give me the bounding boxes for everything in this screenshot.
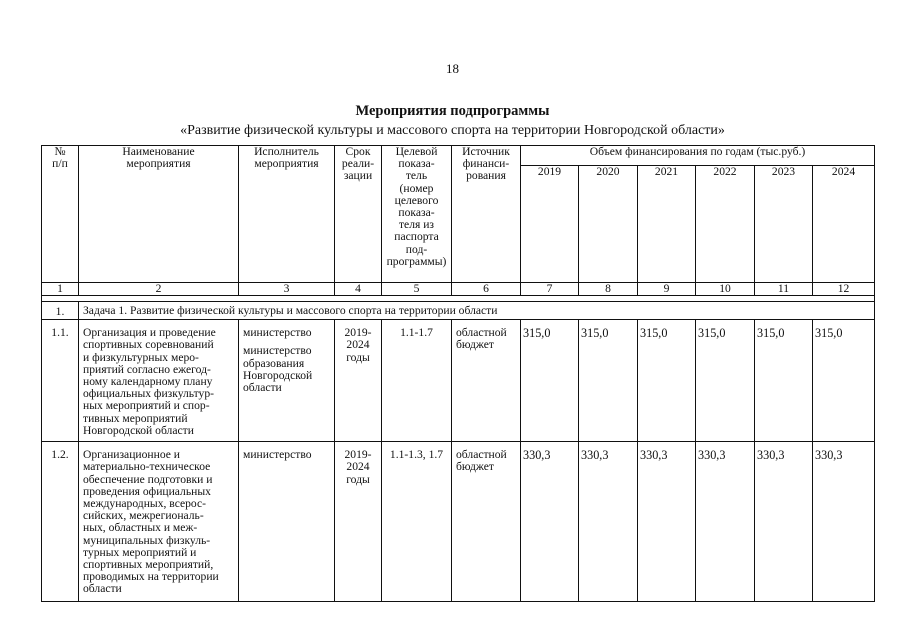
header-name: Наименование мероприятия <box>79 146 239 283</box>
row-source: областной бюджет <box>452 442 521 602</box>
header-indicator: Целевой показа- тель (номер целевого показа- теля из паспорта под- программы) <box>382 146 452 283</box>
row-value-2023: 315,0 <box>755 320 813 442</box>
task-num: 1. <box>42 302 79 320</box>
column-number: 8 <box>579 283 638 296</box>
row-value-2020: 315,0 <box>579 320 638 442</box>
row-executor: министерство министерство образования Новгородской области <box>239 320 335 442</box>
row-value-2019: 330,3 <box>521 442 579 602</box>
header-year-2020: 2020 <box>579 166 638 283</box>
row-value-2024: 330,3 <box>813 442 875 602</box>
header-year-2019: 2019 <box>521 166 579 283</box>
table-row <box>42 442 875 602</box>
row-name: Организационное и материально-техническое обеспечение подготовки и проведения официальных международных, всерос- сийских, межрегиональ- ных, областных и меж- муниципальных физкуль- турных мероприятий и спортивных мероприятий, проводимых на территории области <box>79 442 239 602</box>
row-term: 2019- 2024 годы <box>335 442 382 602</box>
page-number: 18 <box>446 61 459 76</box>
header-term: Срок реали- зации <box>335 146 382 283</box>
row-value-2022: 330,3 <box>696 442 755 602</box>
document-title: Мероприятия подпрограммы <box>355 103 550 119</box>
header-executor: Исполнитель мероприятия <box>239 146 335 283</box>
header-year-2022: 2022 <box>696 166 755 283</box>
row-term: 2019- 2024 годы <box>335 320 382 442</box>
column-number: 12 <box>813 283 875 296</box>
column-number: 11 <box>755 283 813 296</box>
column-number: 6 <box>452 283 521 296</box>
row-value-2024: 315,0 <box>813 320 875 442</box>
header-year-2023: 2023 <box>755 166 813 283</box>
column-numbers-row <box>42 283 875 296</box>
measures-table <box>41 145 875 602</box>
column-number: 4 <box>335 283 382 296</box>
header-funding-group: Объем финансирования по годам (тыс.руб.) <box>521 146 875 166</box>
row-value-2020: 330,3 <box>579 442 638 602</box>
row-value-2019: 315,0 <box>521 320 579 442</box>
row-executor: министерство <box>239 442 335 602</box>
column-number: 7 <box>521 283 579 296</box>
row-name: Организация и проведение спортивных соревнований и физкультурных меро- приятий согласно ежегод- ному календарному плану официальных физкультур- ных мероприятий и спор- тивных мероприятий Новгородской области <box>79 320 239 442</box>
row-indicator: 1.1-1.3, 1.7 <box>382 442 452 602</box>
row-num: 1.1. <box>42 320 79 442</box>
header-year-2021: 2021 <box>638 166 696 283</box>
table-row <box>42 320 875 442</box>
column-number: 1 <box>42 283 79 296</box>
task-text: Задача 1. Развитие физической культуры и массового спорта на территории области <box>79 302 875 320</box>
row-num: 1.2. <box>42 442 79 602</box>
column-number: 2 <box>79 283 239 296</box>
header-year-2024: 2024 <box>813 166 875 283</box>
row-value-2022: 315,0 <box>696 320 755 442</box>
column-number: 9 <box>638 283 696 296</box>
row-source: областной бюджет <box>452 320 521 442</box>
task-row <box>42 302 875 320</box>
header-num: № п/п <box>42 146 79 283</box>
row-value-2021: 330,3 <box>638 442 696 602</box>
row-value-2021: 315,0 <box>638 320 696 442</box>
column-number: 5 <box>382 283 452 296</box>
column-number: 3 <box>239 283 335 296</box>
column-number: 10 <box>696 283 755 296</box>
row-value-2023: 330,3 <box>755 442 813 602</box>
header-source: Источник финанси- рования <box>452 146 521 283</box>
document-subtitle: «Развитие физической культуры и массового спорта на территории Новгородской области» <box>180 123 725 138</box>
row-indicator: 1.1-1.7 <box>382 320 452 442</box>
